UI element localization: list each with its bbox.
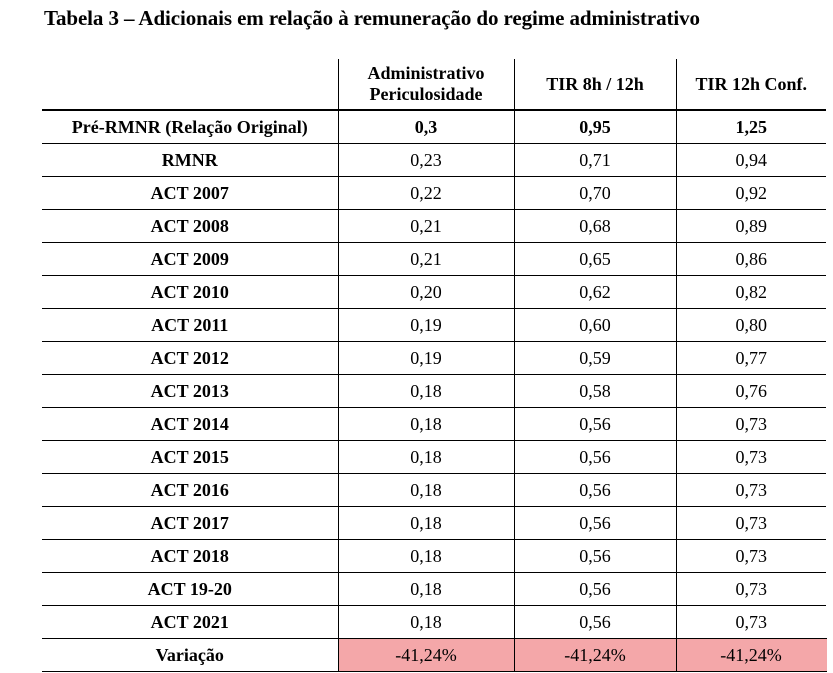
table-row <box>42 276 826 309</box>
cell-value: 0,76 <box>676 375 826 408</box>
cell-value: 0,23 <box>338 144 514 177</box>
cell-value: 0,86 <box>676 243 826 276</box>
header-line: Administrativo <box>367 63 485 83</box>
cell-value: 0,56 <box>514 573 676 606</box>
cell-value: 0,56 <box>514 540 676 573</box>
cell-value: 0,92 <box>676 177 826 210</box>
table-header-row <box>42 59 826 110</box>
row-label: Pré-RMNR (Relação Original) <box>42 110 338 144</box>
cell-value: 0,3 <box>338 110 514 144</box>
table-row <box>42 375 826 408</box>
cell-value: 0,19 <box>338 342 514 375</box>
header-corner-cell <box>42 59 338 110</box>
cell-value: 0,56 <box>514 408 676 441</box>
cell-value: 0,21 <box>338 210 514 243</box>
cell-value: 0,68 <box>514 210 676 243</box>
row-label: ACT 2007 <box>42 177 338 210</box>
table-row <box>42 309 826 342</box>
cell-value: 0,18 <box>338 507 514 540</box>
table-row <box>42 144 826 177</box>
cell-value: 0,62 <box>514 276 676 309</box>
cell-value: 0,18 <box>338 408 514 441</box>
cell-value: 0,82 <box>676 276 826 309</box>
cell-value: 0,18 <box>338 573 514 606</box>
header-tir-12h-conf: TIR 12h Conf. <box>676 59 826 110</box>
row-label: ACT 2018 <box>42 540 338 573</box>
cell-value: 0,60 <box>514 309 676 342</box>
table-row <box>42 441 826 474</box>
table-row <box>42 540 826 573</box>
row-label: ACT 2014 <box>42 408 338 441</box>
cell-value: 0,73 <box>676 441 826 474</box>
table-row <box>42 573 826 606</box>
cell-value: 0,70 <box>514 177 676 210</box>
cell-value: 0,95 <box>514 110 676 144</box>
row-label: ACT 2017 <box>42 507 338 540</box>
table-title: Tabela 3 – Adicionais em relação à remuneração do regime administrativo <box>44 6 700 30</box>
cell-value: 0,20 <box>338 276 514 309</box>
cell-value: 0,56 <box>514 606 676 639</box>
table-row <box>42 110 826 144</box>
header-line: Periculosidade <box>369 84 483 104</box>
variation-value: -41,24% <box>514 639 676 672</box>
cell-value: 0,73 <box>676 507 826 540</box>
cell-value: 0,65 <box>514 243 676 276</box>
table-row <box>42 177 826 210</box>
cell-value: 0,73 <box>676 606 826 639</box>
row-label: ACT 2012 <box>42 342 338 375</box>
cell-value: 0,58 <box>514 375 676 408</box>
row-label: ACT 19-20 <box>42 573 338 606</box>
cell-value: 0,22 <box>338 177 514 210</box>
header-administrativo-periculosidade <box>338 59 514 110</box>
row-label: ACT 2010 <box>42 276 338 309</box>
row-label: ACT 2013 <box>42 375 338 408</box>
cell-value: 0,56 <box>514 441 676 474</box>
table-row <box>42 342 826 375</box>
cell-value: 0,18 <box>338 606 514 639</box>
cell-value: 0,59 <box>514 342 676 375</box>
row-label: RMNR <box>42 144 338 177</box>
adicionais-table <box>42 59 827 672</box>
table-row <box>42 210 826 243</box>
variation-value: -41,24% <box>338 639 514 672</box>
cell-value: 0,18 <box>338 441 514 474</box>
row-label: ACT 2008 <box>42 210 338 243</box>
header-tir-8h-12h: TIR 8h / 12h <box>514 59 676 110</box>
row-label: ACT 2015 <box>42 441 338 474</box>
cell-value: 1,25 <box>676 110 826 144</box>
variation-row <box>42 639 826 672</box>
cell-value: 0,18 <box>338 375 514 408</box>
table-row <box>42 243 826 276</box>
table-row <box>42 606 826 639</box>
cell-value: 0,56 <box>514 507 676 540</box>
variation-label: Variação <box>42 639 338 672</box>
cell-value: 0,94 <box>676 144 826 177</box>
row-label: ACT 2021 <box>42 606 338 639</box>
table-row <box>42 408 826 441</box>
table-row <box>42 474 826 507</box>
row-label: ACT 2016 <box>42 474 338 507</box>
variation-value: -41,24% <box>676 639 826 672</box>
cell-value: 0,56 <box>514 474 676 507</box>
row-label: ACT 2011 <box>42 309 338 342</box>
cell-value: 0,77 <box>676 342 826 375</box>
cell-value: 0,19 <box>338 309 514 342</box>
table-row <box>42 507 826 540</box>
cell-value: 0,80 <box>676 309 826 342</box>
cell-value: 0,71 <box>514 144 676 177</box>
cell-value: 0,18 <box>338 474 514 507</box>
row-label: ACT 2009 <box>42 243 338 276</box>
cell-value: 0,73 <box>676 474 826 507</box>
cell-value: 0,21 <box>338 243 514 276</box>
cell-value: 0,18 <box>338 540 514 573</box>
cell-value: 0,73 <box>676 573 826 606</box>
cell-value: 0,73 <box>676 540 826 573</box>
cell-value: 0,73 <box>676 408 826 441</box>
cell-value: 0,89 <box>676 210 826 243</box>
